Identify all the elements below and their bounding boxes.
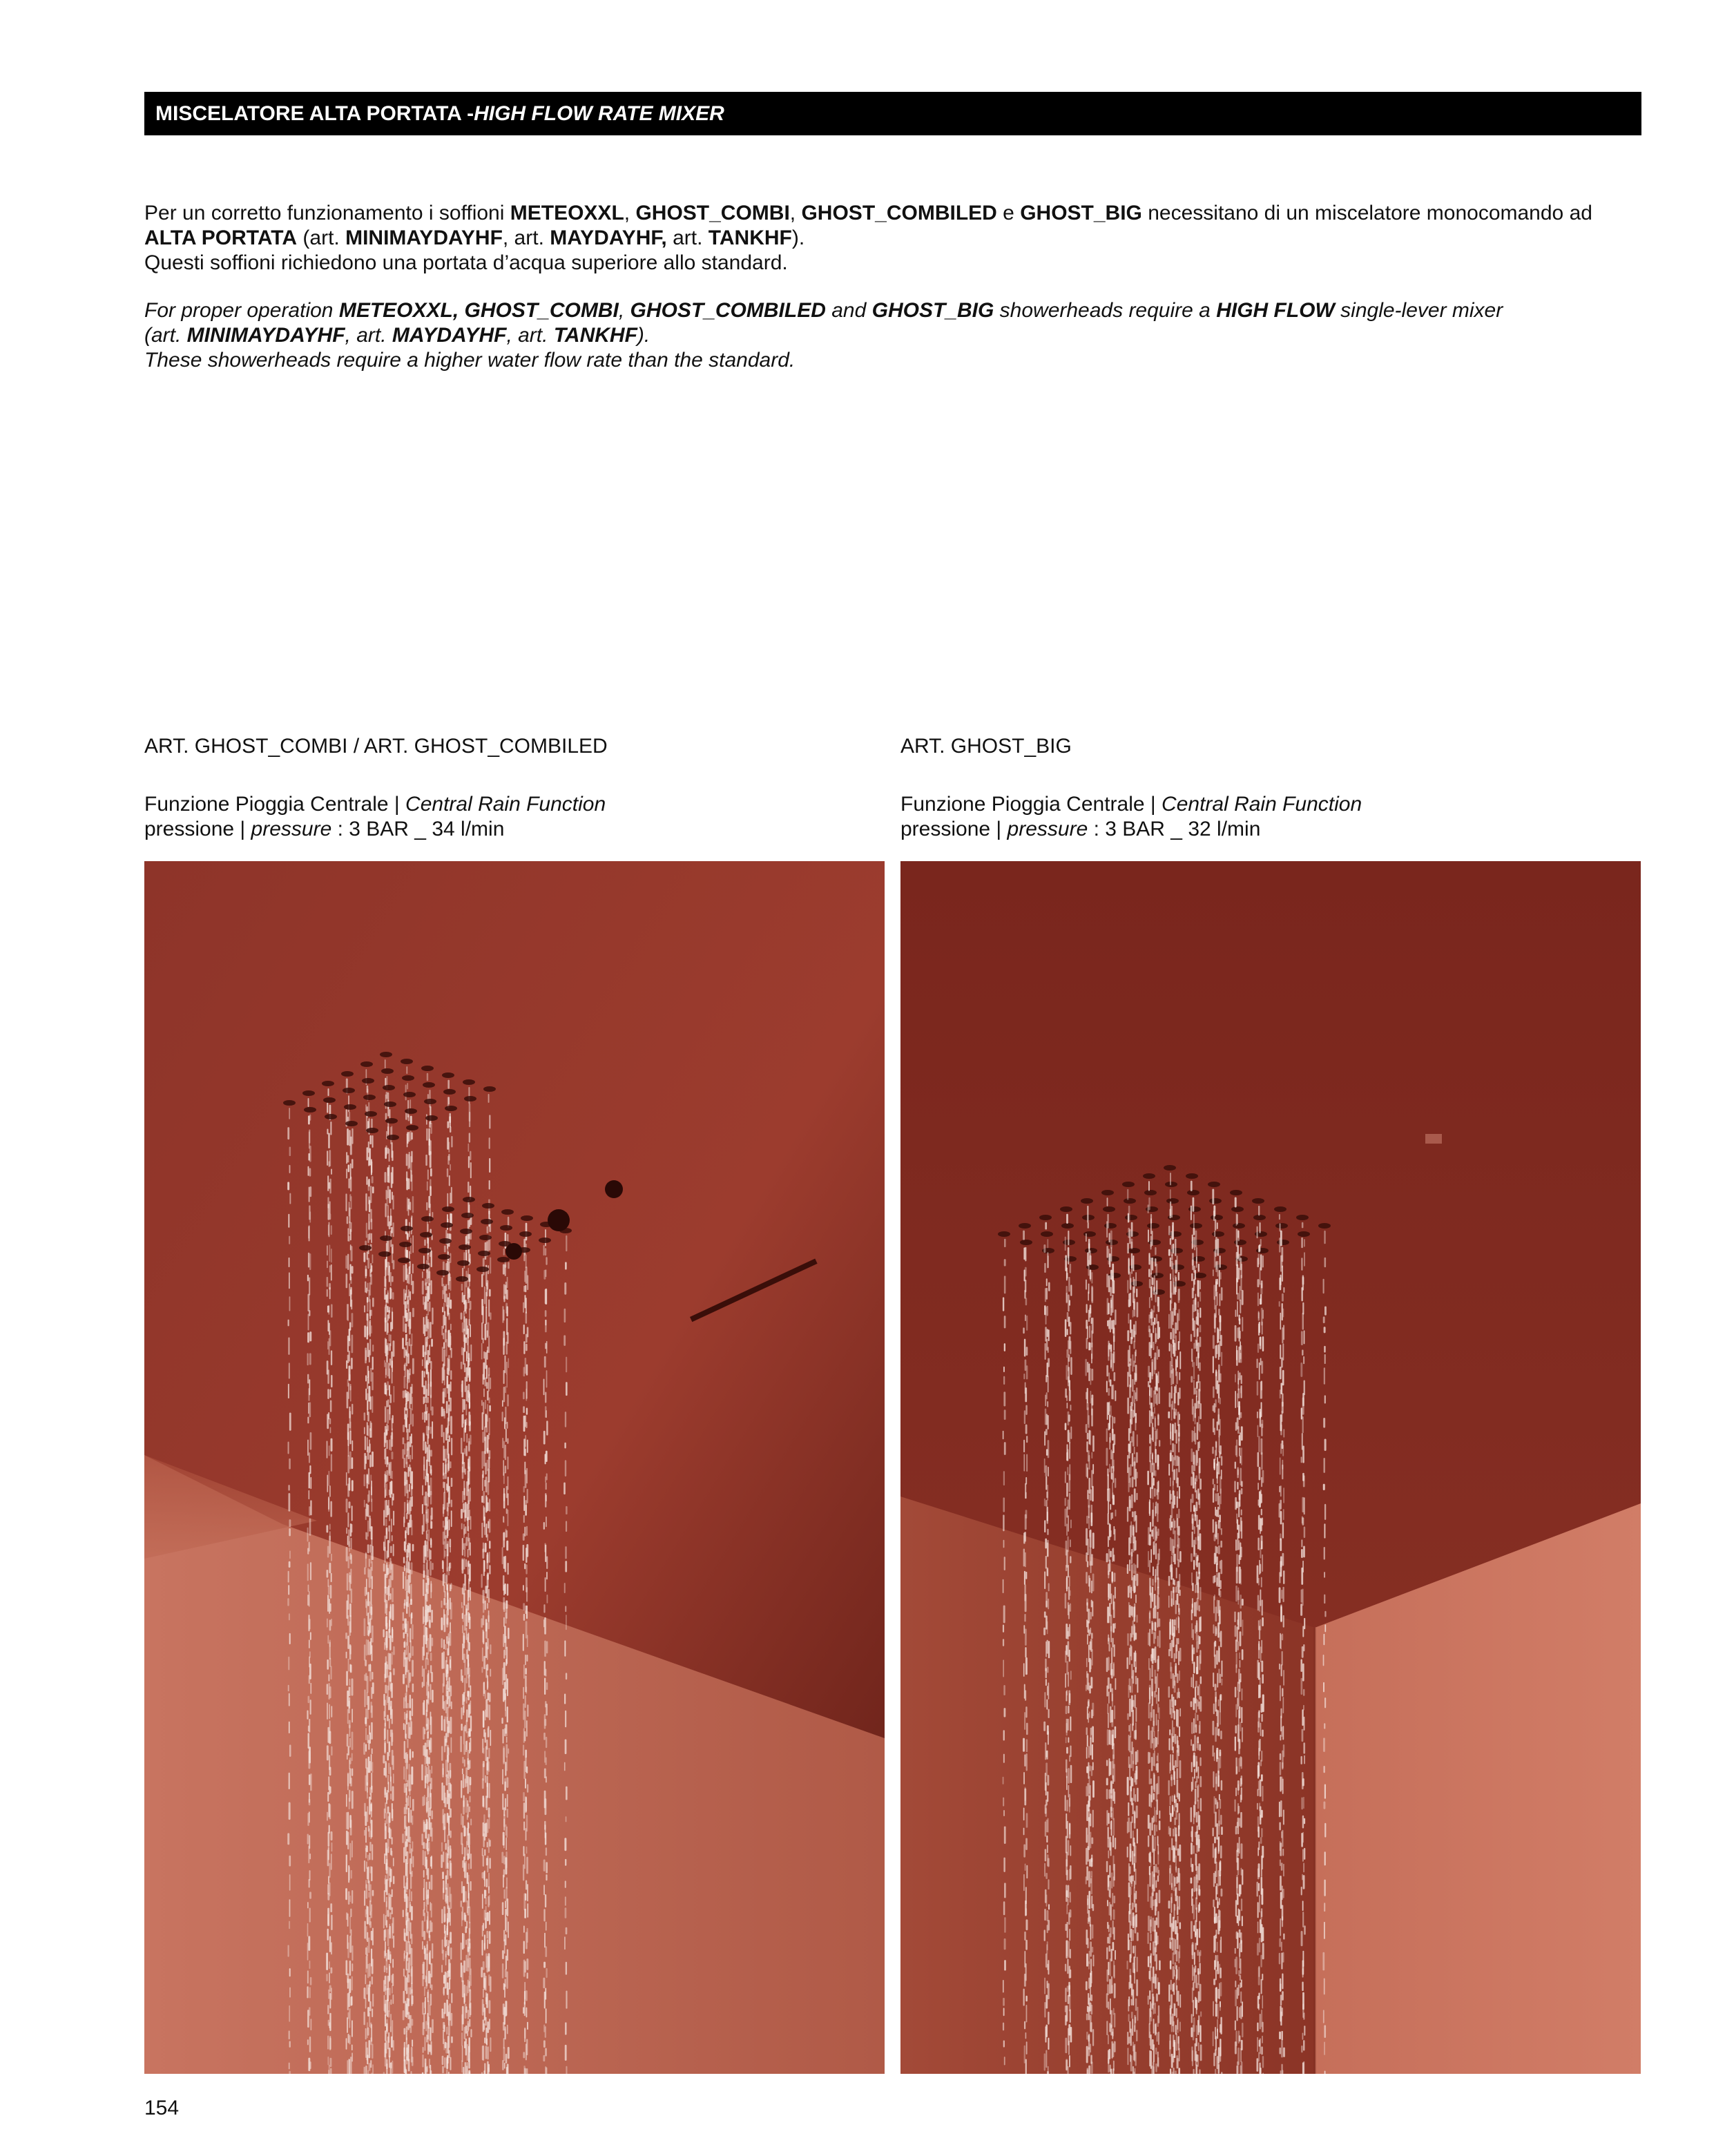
- nozzle: [519, 1231, 532, 1237]
- nozzle: [1101, 1190, 1114, 1195]
- intro-en-line-3: These showerheads require a higher water flow rate than the standard.: [144, 349, 796, 372]
- product-title: ART. GHOST_BIG: [900, 735, 1072, 758]
- nozzle: [417, 1264, 430, 1269]
- nozzle: [1128, 1248, 1140, 1253]
- header-title-en: HIGH FLOW RATE MIXER: [474, 102, 724, 125]
- nozzle: [461, 1213, 474, 1218]
- nozzle: [521, 1215, 533, 1221]
- nozzle: [436, 1270, 449, 1276]
- nozzle: [1041, 1231, 1053, 1237]
- nozzle: [398, 1258, 410, 1263]
- nozzle: [482, 1203, 494, 1209]
- control-button: [548, 1209, 570, 1231]
- photo-ghost-combi: [144, 861, 885, 2074]
- nozzle: [443, 1089, 456, 1095]
- nozzle: [459, 1244, 471, 1250]
- nozzle: [1129, 1264, 1141, 1270]
- nozzle: [423, 1082, 435, 1088]
- nozzle: [439, 1238, 452, 1244]
- nozzle: [1081, 1198, 1093, 1204]
- product-function: Funzione Pioggia Centrale | Central Rain Function: [900, 793, 1362, 816]
- control-button: [505, 1243, 522, 1260]
- nozzle: [363, 1095, 376, 1100]
- nozzle: [463, 1079, 475, 1085]
- intro-english: [144, 298, 1641, 373]
- nozzle: [1083, 1231, 1096, 1237]
- shower-rain-illustration: [900, 861, 1641, 2074]
- intro-en-line-1: For proper operation METEOXXL, GHOST_COMBI, GHOST_COMBILED and GHOST_BIG showerheads require a HIGH FLOW single-lever mixer: [144, 299, 1503, 322]
- nozzle: [421, 1066, 434, 1071]
- nozzle: [344, 1104, 356, 1110]
- nozzle: [359, 1245, 372, 1251]
- nozzle: [387, 1135, 399, 1140]
- nozzle: [401, 1059, 413, 1064]
- nozzle: [1124, 1198, 1136, 1204]
- nozzle: [402, 1075, 414, 1081]
- nozzle: [500, 1225, 512, 1231]
- intro-it-line-3: Questi soffioni richiedono una portata d’acqua superiore allo standard.: [144, 251, 788, 274]
- nozzle: [539, 1238, 551, 1243]
- nozzle: [302, 1090, 315, 1096]
- nozzle: [366, 1128, 378, 1133]
- nozzle: [497, 1257, 510, 1262]
- nozzle: [405, 1108, 417, 1114]
- nozzle: [456, 1276, 468, 1282]
- nozzle: [1147, 1223, 1159, 1229]
- nozzle: [1019, 1223, 1031, 1229]
- nozzle: [384, 1101, 396, 1107]
- nozzle: [381, 1068, 394, 1074]
- nozzle: [1039, 1215, 1052, 1220]
- nozzle: [283, 1100, 296, 1106]
- nozzle: [1108, 1273, 1121, 1278]
- nozzle: [360, 1061, 373, 1067]
- nozzle: [421, 1216, 434, 1222]
- nozzle: [1103, 1206, 1115, 1212]
- product-pressure: pressione | pressure : 3 BAR _ 32 l/min: [900, 818, 1261, 840]
- nozzle: [341, 1071, 354, 1077]
- nozzle: [383, 1085, 395, 1090]
- product-heading-ghost-combi: [144, 734, 608, 842]
- product-heading-ghost-big: [900, 734, 1362, 842]
- nozzle: [998, 1231, 1010, 1237]
- nozzle: [1085, 1248, 1097, 1253]
- product-title: ART. GHOST_COMBI / ART. GHOST_COMBILED: [144, 735, 608, 758]
- nozzle: [420, 1232, 432, 1238]
- intro-italian: [144, 201, 1641, 276]
- control-button: [605, 1180, 623, 1198]
- shower-rain-illustration: [144, 861, 885, 2074]
- nozzle: [365, 1111, 377, 1117]
- nozzle: [1061, 1223, 1074, 1229]
- nozzle: [1130, 1281, 1143, 1287]
- nozzle: [1125, 1215, 1137, 1220]
- intro-en-line-2: (art. MINIMAYDAYHF, art. MAYDAYHF, art. TANKHF).: [144, 324, 651, 347]
- nozzle: [325, 1114, 337, 1119]
- nozzle: [460, 1229, 472, 1234]
- nozzle: [380, 1052, 392, 1057]
- photo-ghost-big: [900, 861, 1641, 2074]
- nozzle: [441, 1222, 453, 1228]
- nozzle: [403, 1092, 416, 1097]
- nozzle: [1172, 1264, 1184, 1270]
- nozzle: [322, 1081, 334, 1086]
- intro-it-line-1: Per un corretto funzionamento i soffioni METEOXXL, GHOST_COMBI, GHOST_COMBILED e GHOST_BIG necessitano di un miscelatore monocomando ad: [144, 202, 1592, 224]
- nozzle: [425, 1115, 438, 1121]
- nozzle: [378, 1251, 391, 1257]
- nozzle: [1104, 1223, 1117, 1229]
- product-function: Funzione Pioggia Centrale | Central Rain Function: [144, 793, 606, 816]
- nozzle: [385, 1118, 398, 1124]
- nozzle: [479, 1235, 492, 1240]
- nozzle: [345, 1121, 358, 1126]
- nozzle: [380, 1235, 392, 1241]
- nozzle: [501, 1209, 514, 1215]
- nozzle: [457, 1260, 470, 1266]
- nozzle: [1060, 1206, 1072, 1212]
- nozzle: [399, 1242, 412, 1247]
- nozzle: [481, 1219, 493, 1224]
- section-header-bar: [144, 92, 1641, 135]
- nozzle: [438, 1254, 450, 1260]
- nozzle: [464, 1096, 476, 1101]
- nozzle: [343, 1088, 355, 1093]
- nozzle: [406, 1125, 418, 1130]
- header-title: MISCELATORE ALTA PORTATA -: [155, 102, 474, 125]
- nozzle: [323, 1097, 336, 1103]
- nozzle: [424, 1099, 436, 1104]
- nozzle: [418, 1248, 431, 1253]
- nozzle: [401, 1226, 413, 1231]
- nozzle: [445, 1106, 457, 1111]
- nozzle: [476, 1267, 489, 1272]
- intro-it-line-2: ALTA PORTATA (art. MINIMAYDAYHF, art. MAYDAYHF, art. TANKHF).: [144, 227, 805, 249]
- nozzle: [304, 1107, 316, 1113]
- nozzle: [483, 1086, 496, 1092]
- product-pressure: pressione | pressure : 3 BAR _ 34 l/min: [144, 818, 505, 840]
- nozzle: [478, 1251, 490, 1256]
- nozzle: [1020, 1240, 1032, 1245]
- nozzle: [463, 1197, 475, 1202]
- nozzle: [1193, 1256, 1205, 1262]
- nozzle: [442, 1206, 454, 1212]
- nozzle: [442, 1072, 454, 1078]
- nozzle: [362, 1078, 374, 1084]
